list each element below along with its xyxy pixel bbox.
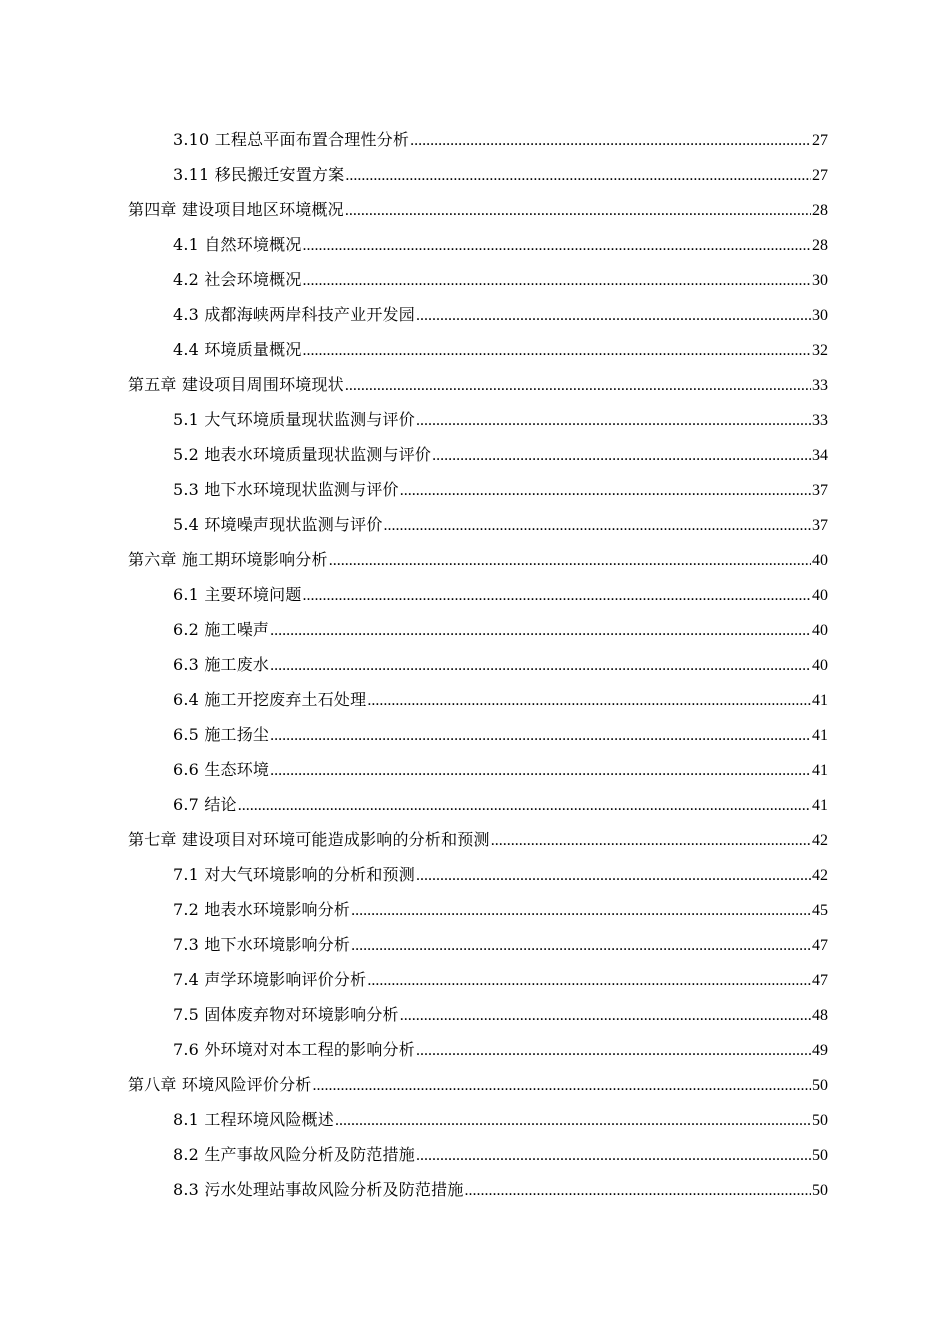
toc-entry-title: 6.5 施工扬尘 [173,725,270,744]
toc-entry-title: 5.1 大气环境质量现状监测与评价 [173,410,415,429]
toc-entry-title: 第五章 建设项目周围环境现状 [128,375,344,394]
toc-entry-title: 4.1 自然环境概况 [173,235,302,254]
toc-dot-leader [351,893,811,928]
toc-dot-leader [270,648,811,683]
toc-entry-title: 7.1 对大气环境影响的分析和预测 [173,865,415,884]
toc-dot-leader [465,1173,811,1208]
toc-dot-leader [270,753,811,788]
toc-page-number: 47 [812,972,828,989]
toc-dot-leader [335,1103,811,1138]
toc-entry-title: 6.3 施工废水 [173,655,270,674]
toc-page-number: 49 [812,1042,828,1059]
toc-section-entry[interactable] [128,857,828,892]
toc-section-entry[interactable] [128,472,828,507]
toc-section-entry[interactable] [128,122,828,157]
toc-section-entry[interactable] [128,507,828,542]
toc-section-entry[interactable] [128,892,828,927]
toc-dot-leader [416,403,811,438]
toc-dot-leader [345,368,811,403]
toc-page-number: 45 [812,902,828,919]
toc-entry-title: 6.6 生态环境 [173,760,270,779]
toc-section-entry[interactable] [128,227,828,262]
toc-section-entry[interactable] [128,787,828,822]
toc-section-entry[interactable] [128,437,828,472]
toc-page-number: 28 [812,237,828,254]
toc-chapter-entry[interactable] [128,542,828,577]
toc-dot-leader [367,963,811,998]
toc-entry-title: 7.5 固体废弃物对环境影响分析 [173,1005,399,1024]
toc-page-number: 30 [812,307,828,324]
toc-section-entry[interactable] [128,682,828,717]
toc-dot-leader [432,438,811,473]
toc-entry-title: 5.3 地下水环境现状监测与评价 [173,480,399,499]
toc-dot-leader [400,473,811,508]
toc-dot-leader [400,998,811,1033]
toc-page-number: 41 [812,797,828,814]
toc-dot-leader [416,858,811,893]
toc-page-number: 34 [812,447,828,464]
toc-page-number: 50 [812,1147,828,1164]
toc-entry-title: 8.2 生产事故风险分析及防范措施 [173,1145,415,1164]
toc-page-number: 41 [812,727,828,744]
toc-section-entry[interactable] [128,612,828,647]
toc-section-entry[interactable] [128,297,828,332]
toc-dot-leader [270,613,811,648]
toc-section-entry[interactable] [128,997,828,1032]
toc-section-entry[interactable] [128,577,828,612]
toc-section-entry[interactable] [128,647,828,682]
toc-page-number: 37 [812,517,828,534]
toc-entry-title: 4.3 成都海峡两岸科技产业开发园 [173,305,415,324]
toc-section-entry[interactable] [128,717,828,752]
toc-page-number: 32 [812,342,828,359]
toc-dot-leader [329,543,811,578]
toc-dot-leader [303,263,811,298]
toc-chapter-entry[interactable] [128,367,828,402]
toc-entry-title: 8.3 污水处理站事故风险分析及防范措施 [173,1180,464,1199]
toc-page-number: 50 [812,1077,828,1094]
toc-entry-title: 7.6 外环境对对本工程的影响分析 [173,1040,415,1059]
toc-dot-leader [491,823,811,858]
toc-section-entry[interactable] [128,962,828,997]
toc-page-number: 50 [812,1182,828,1199]
toc-dot-leader [345,158,811,193]
toc-entry-title: 3.10 工程总平面布置合理性分析 [173,130,410,149]
toc-chapter-entry[interactable] [128,822,828,857]
toc-dot-leader [416,1138,811,1173]
toc-dot-leader [303,228,811,263]
toc-dot-leader [351,928,811,963]
toc-page-number: 40 [812,622,828,639]
toc-entry-title: 第六章 施工期环境影响分析 [128,550,328,569]
toc-page-number: 42 [812,867,828,884]
toc-page-number: 41 [812,692,828,709]
toc-entry-title: 5.4 环境噪声现状监测与评价 [173,515,383,534]
toc-page-number: 33 [812,377,828,394]
toc-dot-leader [303,578,811,613]
toc-section-entry[interactable] [128,402,828,437]
toc-page-number: 50 [812,1112,828,1129]
toc-page-number: 40 [812,587,828,604]
toc-section-entry[interactable] [128,262,828,297]
table-of-contents [128,122,828,1207]
toc-entry-title: 7.2 地表水环境影响分析 [173,900,351,919]
toc-dot-leader [313,1068,812,1103]
toc-entry-title: 6.2 施工噪声 [173,620,270,639]
toc-dot-leader [238,788,811,823]
toc-page-number: 42 [812,832,828,849]
toc-entry-title: 第七章 建设项目对环境可能造成影响的分析和预测 [128,830,490,849]
toc-page-number: 27 [812,132,828,149]
toc-entry-title: 8.1 工程环境风险概述 [173,1110,334,1129]
toc-dot-leader [410,123,811,158]
toc-entry-title: 6.1 主要环境问题 [173,585,302,604]
toc-entry-title: 第四章 建设项目地区环境概况 [128,200,344,219]
toc-page-number: 30 [812,272,828,289]
toc-dot-leader [270,718,811,753]
toc-entry-title: 6.4 施工开挖废弃土石处理 [173,690,367,709]
toc-section-entry[interactable] [128,752,828,787]
toc-section-entry[interactable] [128,1172,828,1207]
toc-entry-title: 3.11 移民搬迁安置方案 [173,165,345,184]
toc-entry-title: 4.4 环境质量概况 [173,340,302,359]
toc-entry-title: 6.7 结论 [173,795,237,814]
toc-dot-leader [345,193,811,228]
toc-page-number: 40 [812,552,828,569]
toc-chapter-entry[interactable] [128,192,828,227]
toc-dot-leader [367,683,811,718]
toc-page-number: 33 [812,412,828,429]
toc-page-number: 28 [812,202,828,219]
toc-section-entry[interactable] [128,1102,828,1137]
toc-page-number: 41 [812,762,828,779]
toc-dot-leader [416,1033,811,1068]
toc-dot-leader [384,508,811,543]
toc-section-entry[interactable] [128,1137,828,1172]
toc-page-number: 40 [812,657,828,674]
toc-dot-leader [416,298,811,333]
toc-page-number: 48 [812,1007,828,1024]
toc-page-number: 27 [812,167,828,184]
toc-entry-title: 7.3 地下水环境影响分析 [173,935,351,954]
toc-page-number: 47 [812,937,828,954]
toc-entry-title: 4.2 社会环境概况 [173,270,302,289]
toc-entry-title: 5.2 地表水环境质量现状监测与评价 [173,445,432,464]
toc-section-entry[interactable] [128,157,828,192]
toc-page-number: 37 [812,482,828,499]
toc-dot-leader [303,333,811,368]
toc-section-entry[interactable] [128,332,828,367]
toc-entry-title: 7.4 声学环境影响评价分析 [173,970,367,989]
toc-section-entry[interactable] [128,927,828,962]
toc-chapter-entry[interactable] [128,1067,828,1102]
toc-entry-title: 第八章 环境风险评价分析 [128,1075,312,1094]
toc-section-entry[interactable] [128,1032,828,1067]
